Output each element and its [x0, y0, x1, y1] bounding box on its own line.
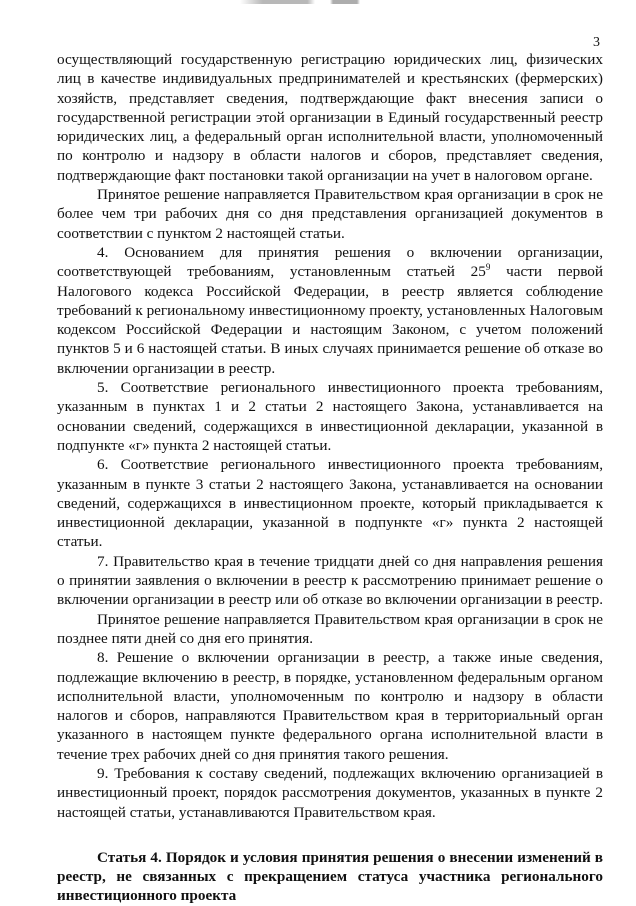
paragraph: 7. Правительство края в течение тридцати дней со дня направления решения о принятии заявления о включении в реестр к рассмотрению принимает решение о включении организации в реестр или об отказе во включении организации в реестр. [57, 552, 603, 609]
scan-artifact [240, 0, 390, 4]
paragraph-text: части первой Налогового кодекса Российской Федерации, в реестр является соблюдение требований к региональному инвестиционному проекту, установленных Налоговым кодексом Российской Федерации и настоящим Законом, с учетом положений пунктов 5 и 6 настоящей статьи. В иных случаях принимается решение об отказе во включении организации в реестр. [57, 263, 603, 377]
paragraph [57, 243, 603, 378]
paragraph: 8. Решение о включении организации в реестр, а также иные сведения, подлежащие включению в реестр, в порядке, установленном федеральным органом исполнительной власти, уполномоченным по контролю и надзору в области налогов и сборов, направляются Правительством края в территориальный орган указанного в настоящем пункте федерального органа исполнительной власти в течение трех рабочих дней со дня принятия такого решения. [57, 649, 603, 763]
paragraph: 6. Соответствие регионального инвестиционного проекта требованиям, указанным в пункте 3 статьи 2 настоящего Закона, устанавливается на основании сведений, содержащихся в инвестиционном проекте, который прикладывается к инвестиционной декларации, указанной в подпункте «г» пункта 2 настоящей статьи. [57, 456, 603, 551]
page-number: 3 [593, 35, 600, 50]
paragraph: Принятое решение направляется Правительством края организации в срок не более чем три рабочих дня со дня представления организацией документов в соответствии с пунктом 2 настоящей статьи. [57, 186, 603, 242]
paragraph: Принятое решение направляется Правительством края организации в срок не позднее пяти дней со дня его принятия. [57, 610, 603, 647]
superscript: 9 [485, 262, 491, 273]
paragraph-text: 4. Основанием для принятия решения о включении организации, соответствующей требованиям, установленным статьей 25 [57, 243, 603, 281]
paragraph: осуществляющий государственную регистрацию юридических лиц, физических лиц в качестве индивидуальных предпринимателей и крестьянских (фермерских) хозяйств, представляет сведения, подтверждающие факт внесения записи о государственной регистрации этой организации в Единый государственный реестр юридических лиц, а федеральный орган исполнительной власти, уполномоченный по контролю и надзору в области налогов и сборов, представляет сведения, подтверждающие факт постановки такой организации на учет в налоговом органе. [57, 51, 603, 184]
article-heading: Статья 4. Порядок и условия принятия решения о внесении изменений в реестр, не связанных с прекращением статуса участника регионального инвестиционного проекта [57, 848, 603, 905]
document-body [57, 50, 603, 906]
paragraph: 9. Требования к составу сведений, подлежащих включению организацией в инвестиционный проект, порядок рассмотрения документов, указанных в пункте 2 настоящей статьи, устанавливаются Правительством края. [57, 764, 603, 821]
paragraph: 5. Соответствие регионального инвестиционного проекта требованиям, указанным в пунктах 1 и 2 статьи 2 настоящего Закона, устанавливается на основании сведений, содержащихся в инвестиционной декларации, указанной в подпункте «г» пункта 2 настоящей статьи. [57, 379, 603, 454]
